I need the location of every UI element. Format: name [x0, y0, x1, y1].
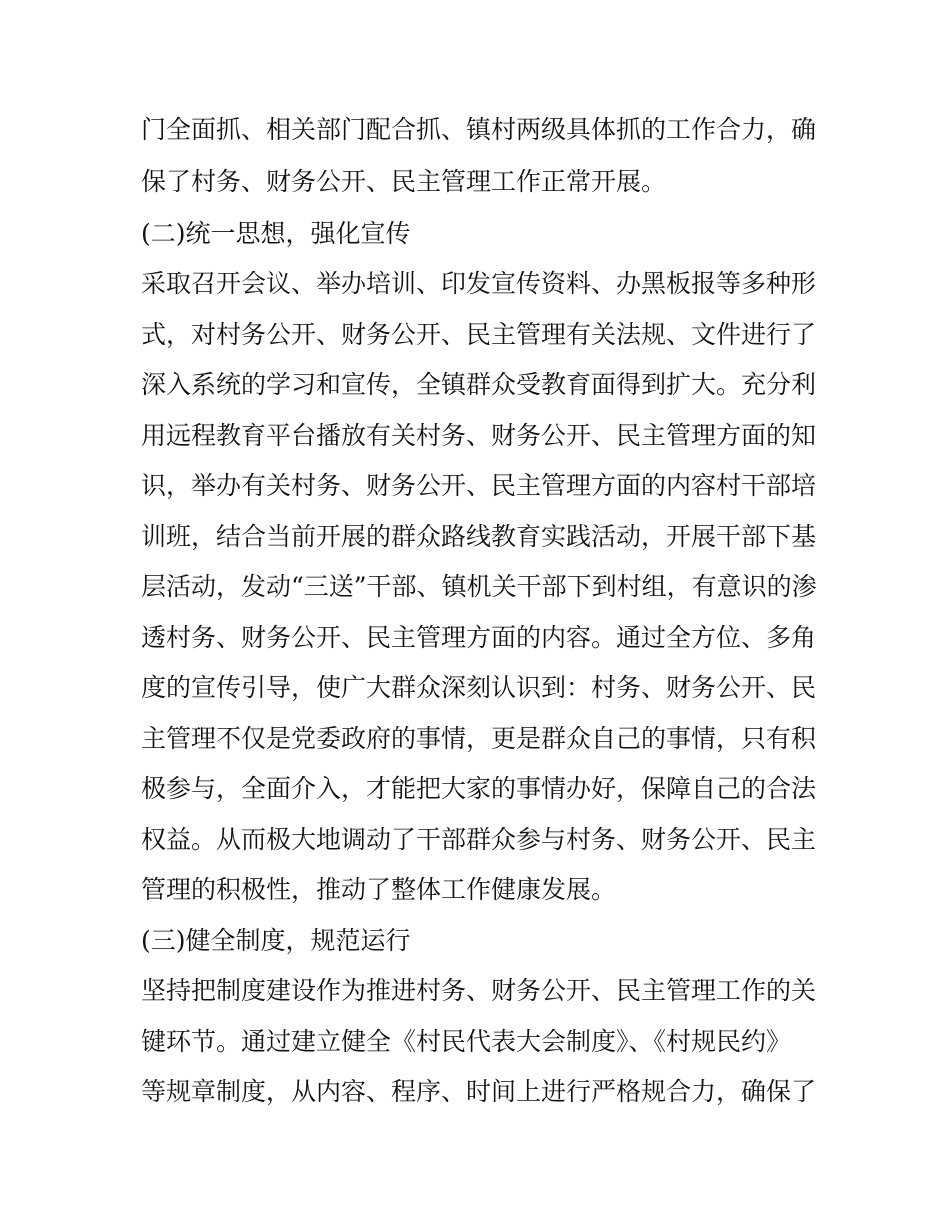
paragraph-line: 保了村务、财务公开、民主管理工作正常开展。 [141, 167, 667, 196]
paragraph-line: 键环节。通过建立健全《村民代表大会制度》、《村规民约》 [141, 1027, 792, 1056]
paragraph-line: 度的宣传引导，使广大群众深刻认识到：村务、财务公开、民 [141, 673, 817, 702]
paragraph-line: 采取召开会议、举办培训、印发宣传资料、办黑板报等多种形 [141, 269, 817, 298]
paragraph-line: 透村务、财务公开、民主管理方面的内容。通过全方位、多角 [141, 623, 817, 652]
paragraph-line: 识，举办有关村务、财务公开、民主管理方面的内容村干部培 [141, 471, 817, 500]
paragraph-line: 式，对村务公开、财务公开、民主管理有关法规、文件进行了 [141, 320, 817, 349]
paragraph-line: 等规章制度，从内容、程序、时间上进行严格规合力，确保了 [141, 1077, 817, 1106]
paragraph-line: 坚持把制度建设作为推进村务、财务公开、民主管理工作的关 [141, 976, 817, 1005]
paragraph-line: 管理的积极性，推动了整体工作健康发展。 [141, 875, 617, 904]
paragraph-line: 用远程教育平台播放有关村务、财务公开、民主管理方面的知 [141, 421, 817, 450]
section-heading: (三)健全制度，规范运行 [141, 926, 411, 955]
paragraph-line: 权益。从而极大地调动了干部群众参与村务、财务公开、民主 [141, 825, 817, 854]
section-heading: (二)统一思想，强化宣传 [141, 219, 411, 248]
paragraph-line: 深入系统的学习和宣传，全镇群众受教育面得到扩大。充分利 [141, 370, 817, 399]
paragraph-line: 极参与，全面介入，才能把大家的事情办好，保障自己的合法 [141, 774, 817, 803]
paragraph-line: 主管理不仅是党委政府的事情，更是群众自己的事情，只有积 [141, 724, 817, 753]
paragraph-line: 训班，结合当前开展的群众路线教育实践活动，开展干部下基 [141, 522, 817, 551]
paragraph-line: 门全面抓、相关部门配合抓、镇村两级具体抓的工作合力，确 [141, 115, 817, 144]
paragraph-line: 层活动，发动“三送”干部、镇机关干部下到村组，有意识的渗 [141, 572, 817, 601]
